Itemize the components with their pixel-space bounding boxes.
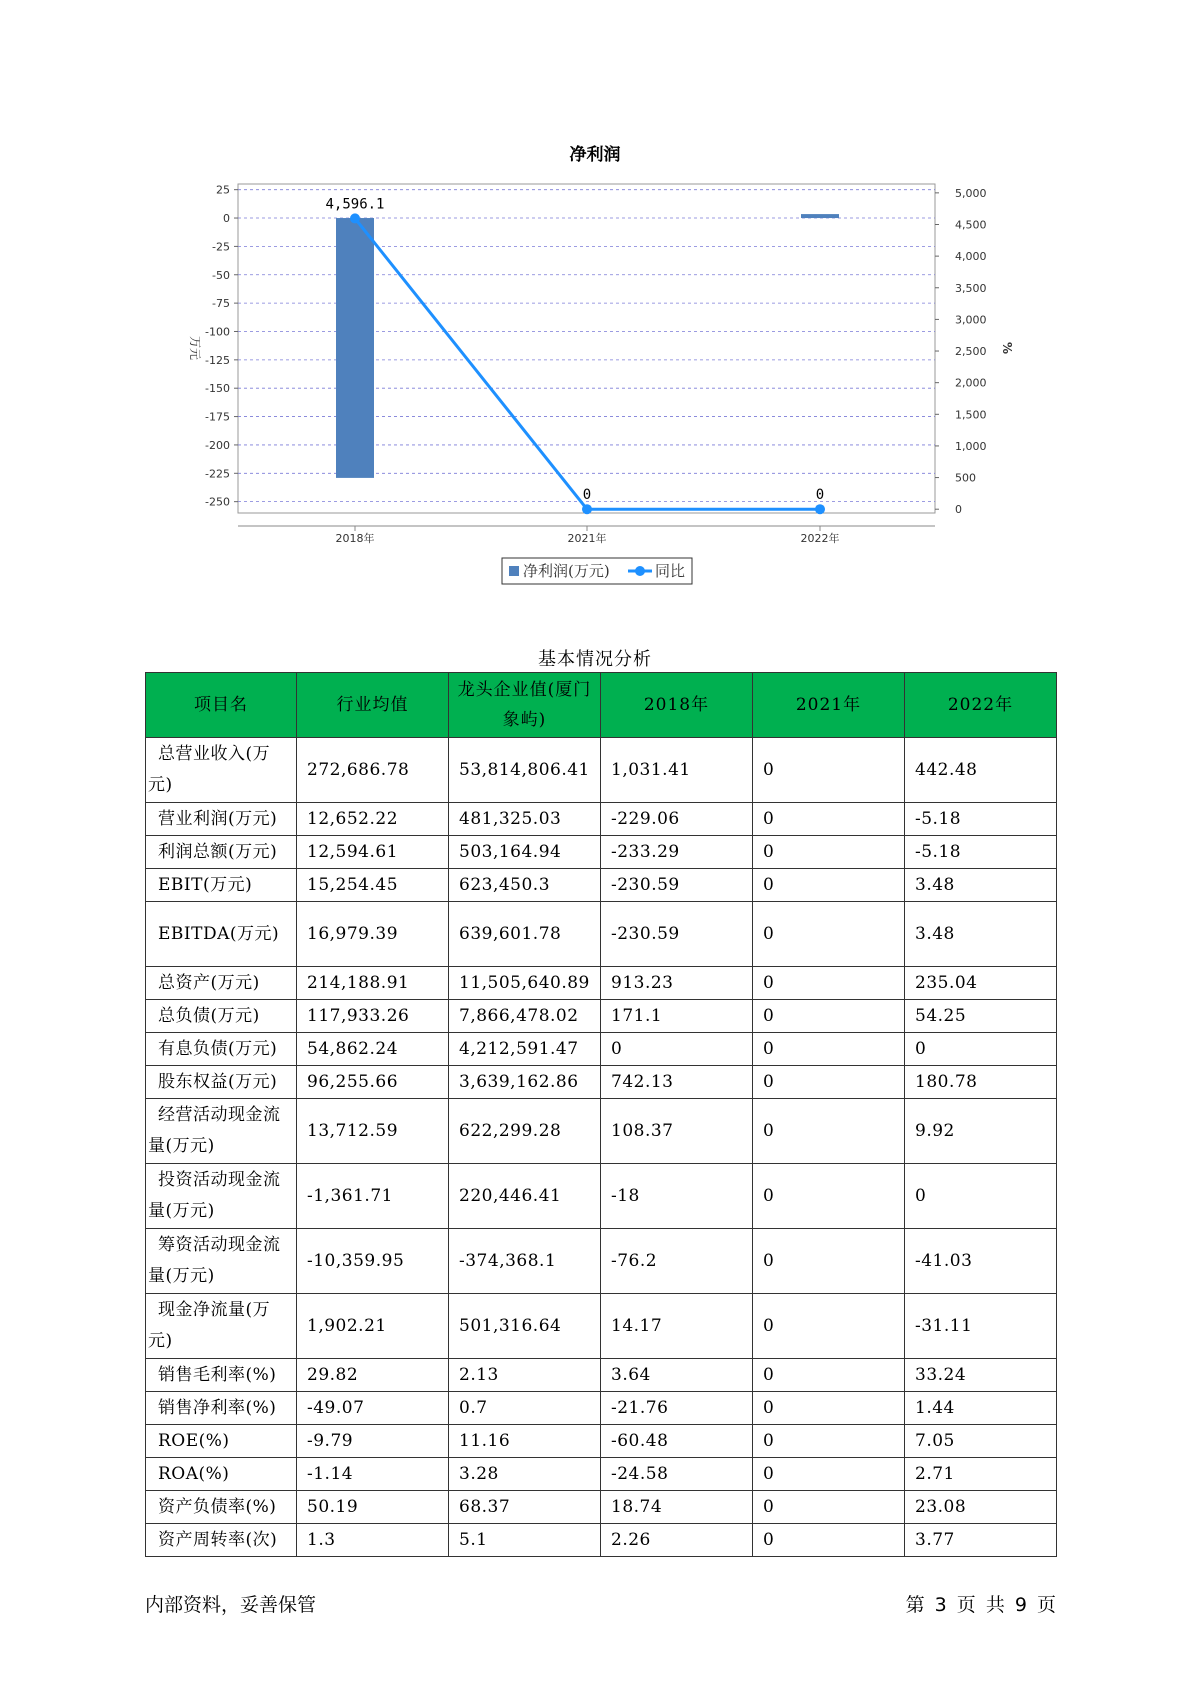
table-cell: -18	[601, 1164, 753, 1229]
y2-tick-label: 1,500	[955, 408, 987, 422]
table-cell: 0	[753, 1294, 905, 1359]
table-cell: 1.44	[905, 1392, 1057, 1425]
column-header: 龙头企业值(厦门象屿)	[449, 673, 601, 738]
row-label: 资产周转率(次)	[146, 1524, 297, 1557]
y-tick-label: -200	[205, 438, 230, 452]
table-cell: 7.05	[905, 1425, 1057, 1458]
table-cell: 501,316.64	[449, 1294, 601, 1359]
table-row	[146, 1458, 1057, 1491]
y-axis-title: 万元	[188, 335, 202, 361]
table-row	[146, 1491, 1057, 1524]
table-cell: 96,255.66	[297, 1066, 449, 1099]
y-tick-label: -150	[205, 382, 230, 396]
x-tick-label: 2022年	[800, 532, 840, 545]
table-row	[146, 836, 1057, 869]
table-cell: 33.24	[905, 1359, 1057, 1392]
y-tick-label: -75	[212, 297, 230, 311]
table-cell: 11.16	[449, 1425, 601, 1458]
yoy-point	[815, 504, 825, 514]
table-cell: -5.18	[905, 803, 1057, 836]
table-cell: -49.07	[297, 1392, 449, 1425]
table-cell: 742.13	[601, 1066, 753, 1099]
column-header: 2021年	[753, 673, 905, 738]
table-cell: 0	[753, 1425, 905, 1458]
legend-bar-swatch	[509, 566, 519, 576]
table-cell: 0	[753, 1359, 905, 1392]
table-cell: 0	[753, 836, 905, 869]
table-cell: 0	[753, 1000, 905, 1033]
table-cell: 0	[753, 1524, 905, 1557]
table-cell: 0	[753, 738, 905, 803]
column-header: 行业均值	[297, 673, 449, 738]
x-tick-label: 2018年	[335, 532, 375, 545]
table-row	[146, 803, 1057, 836]
y2-tick-label: 5,000	[955, 186, 987, 200]
table-row	[146, 1033, 1057, 1066]
table-cell: 3.77	[905, 1524, 1057, 1557]
table-cell: 214,188.91	[297, 967, 449, 1000]
table-cell: 3.48	[905, 902, 1057, 967]
y2-tick-label: 4,500	[955, 218, 987, 232]
table-cell: -41.03	[905, 1229, 1057, 1294]
table-cell: 442.48	[905, 738, 1057, 803]
table-cell: 0.7	[449, 1392, 601, 1425]
y2-axis-title: %	[1000, 341, 1014, 355]
table-cell: 0	[753, 1458, 905, 1491]
table-cell: 481,325.03	[449, 803, 601, 836]
table-row	[146, 1229, 1057, 1294]
table-cell: 14.17	[601, 1294, 753, 1359]
table-cell: -21.76	[601, 1392, 753, 1425]
y2-tick-label: 0	[955, 503, 962, 517]
table-cell: 0	[753, 1066, 905, 1099]
y-tick-label: -25	[212, 240, 230, 254]
row-label: 销售净利率(%)	[146, 1392, 297, 1425]
y2-tick-label: 500	[955, 471, 976, 485]
column-header: 2018年	[601, 673, 753, 738]
x-tick-label: 2021年	[567, 532, 607, 545]
row-label: EBITDA(万元)	[146, 902, 297, 967]
table-cell: 11,505,640.89	[449, 967, 601, 1000]
table-cell: 5.1	[449, 1524, 601, 1557]
table-cell: -9.79	[297, 1425, 449, 1458]
table-cell: 3,639,162.86	[449, 1066, 601, 1099]
y-tick-label: 25	[216, 183, 230, 197]
table-cell: 0	[753, 803, 905, 836]
y-tick-label: -125	[205, 353, 230, 367]
table-cell: 23.08	[905, 1491, 1057, 1524]
table-cell: -374,368.1	[449, 1229, 601, 1294]
table-row	[146, 1000, 1057, 1033]
y2-tick-label: 3,000	[955, 313, 987, 327]
table-cell: 15,254.45	[297, 869, 449, 902]
table-row	[146, 1392, 1057, 1425]
y2-tick-label: 1,000	[955, 439, 987, 453]
table-row	[146, 869, 1057, 902]
row-label: 现金净流量(万元)	[146, 1294, 297, 1359]
data-label: 0	[815, 487, 825, 504]
table-cell: -233.29	[601, 836, 753, 869]
y-tick-label: -225	[205, 467, 230, 481]
y-tick-label: -250	[205, 495, 230, 509]
row-label: ROE(%)	[146, 1425, 297, 1458]
row-label: ROA(%)	[146, 1458, 297, 1491]
table-cell: 12,594.61	[297, 836, 449, 869]
table-cell: 3.48	[905, 869, 1057, 902]
bar	[336, 218, 374, 478]
y2-tick-label: 2,000	[955, 376, 987, 390]
y-tick-label: -100	[205, 325, 230, 339]
table-cell: 50.19	[297, 1491, 449, 1524]
table-cell: 235.04	[905, 967, 1057, 1000]
basic-analysis-table	[145, 672, 1057, 1557]
table-row	[146, 1524, 1057, 1557]
table-cell: 0	[753, 967, 905, 1000]
table-cell: 272,686.78	[297, 738, 449, 803]
table-row	[146, 1425, 1057, 1458]
table-cell: -5.18	[905, 836, 1057, 869]
row-label: 投资活动现金流量(万元)	[146, 1164, 297, 1229]
table-cell: 3.64	[601, 1359, 753, 1392]
table-cell: 503,164.94	[449, 836, 601, 869]
y-tick-label: -50	[212, 268, 230, 282]
chart-canvas	[0, 0, 1191, 600]
y2-tick-label: 2,500	[955, 345, 987, 359]
row-label: 营业利润(万元)	[146, 803, 297, 836]
chart-title: 净利润	[569, 145, 621, 165]
y-tick-label: 0	[223, 212, 230, 226]
row-label: 筹资活动现金流量(万元)	[146, 1229, 297, 1294]
table-row	[146, 1359, 1057, 1392]
table-cell: 0	[753, 1392, 905, 1425]
row-label: 总资产(万元)	[146, 967, 297, 1000]
table-cell: 0	[753, 1033, 905, 1066]
table-cell: -10,359.95	[297, 1229, 449, 1294]
table-cell: 117,933.26	[297, 1000, 449, 1033]
legend-line-marker	[635, 566, 645, 576]
table-cell: 0	[601, 1033, 753, 1066]
row-label: 销售毛利率(%)	[146, 1359, 297, 1392]
table-cell: 171.1	[601, 1000, 753, 1033]
table-cell: 54,862.24	[297, 1033, 449, 1066]
data-label: 0	[582, 487, 592, 504]
row-label: 有息负债(万元)	[146, 1033, 297, 1066]
net-profit-chart	[0, 0, 1191, 600]
column-header: 2022年	[905, 673, 1057, 738]
table-cell: 54.25	[905, 1000, 1057, 1033]
yoy-point	[582, 504, 592, 514]
table-cell: 29.82	[297, 1359, 449, 1392]
table-cell: 0	[753, 1229, 905, 1294]
table-cell: 180.78	[905, 1066, 1057, 1099]
row-label: EBIT(万元)	[146, 869, 297, 902]
table-cell: 9.92	[905, 1099, 1057, 1164]
table-cell: 7,866,478.02	[449, 1000, 601, 1033]
table-cell: 1,902.21	[297, 1294, 449, 1359]
legend-line-label: 同比	[655, 562, 686, 580]
table-cell: -230.59	[601, 869, 753, 902]
table-cell: 0	[905, 1033, 1057, 1066]
table-cell: -230.59	[601, 902, 753, 967]
table-cell: 0	[753, 1491, 905, 1524]
table-cell: -1,361.71	[297, 1164, 449, 1229]
table-cell: 1,031.41	[601, 738, 753, 803]
table-cell: 0	[753, 1099, 905, 1164]
table-header-row	[146, 673, 1057, 738]
table-cell: -229.06	[601, 803, 753, 836]
table-cell: 0	[753, 902, 905, 967]
table-cell: 0	[753, 1164, 905, 1229]
row-label: 总营业收入(万元)	[146, 738, 297, 803]
table-cell: 68.37	[449, 1491, 601, 1524]
table-cell: 0	[753, 869, 905, 902]
bar	[801, 214, 839, 218]
table-cell: 4,212,591.47	[449, 1033, 601, 1066]
table-cell: -1.14	[297, 1458, 449, 1491]
table-cell: 2.71	[905, 1458, 1057, 1491]
table-cell: 0	[905, 1164, 1057, 1229]
table-cell: -24.58	[601, 1458, 753, 1491]
table-row	[146, 967, 1057, 1000]
column-header: 项目名	[146, 673, 297, 738]
table-row	[146, 1164, 1057, 1229]
table-cell: -60.48	[601, 1425, 753, 1458]
table-cell: 913.23	[601, 967, 753, 1000]
table-cell: 2.26	[601, 1524, 753, 1557]
table-cell: -31.11	[905, 1294, 1057, 1359]
table-cell: 2.13	[449, 1359, 601, 1392]
table-cell: 18.74	[601, 1491, 753, 1524]
y2-tick-label: 4,000	[955, 250, 987, 264]
footer-confidential-note: 内部资料，妥善保管	[145, 1594, 317, 1616]
table-row	[146, 902, 1057, 967]
table-row	[146, 738, 1057, 803]
table-row	[146, 1066, 1057, 1099]
table-cell: 16,979.39	[297, 902, 449, 967]
table-cell: 623,450.3	[449, 869, 601, 902]
data-label: 4,596.1	[325, 196, 385, 213]
table-caption: 基本情况分析	[538, 649, 652, 670]
legend-bar-label: 净利润(万元)	[523, 562, 610, 580]
table-cell: 639,601.78	[449, 902, 601, 967]
table-cell: 3.28	[449, 1458, 601, 1491]
table-row	[146, 1294, 1057, 1359]
footer-page-number: 第 3 页 共 9 页	[905, 1594, 1056, 1616]
table-cell: 108.37	[601, 1099, 753, 1164]
table-cell: 12,652.22	[297, 803, 449, 836]
row-label: 总负债(万元)	[146, 1000, 297, 1033]
row-label: 资产负债率(%)	[146, 1491, 297, 1524]
table-cell: 220,446.41	[449, 1164, 601, 1229]
yoy-point	[350, 213, 360, 223]
row-label: 股东权益(万元)	[146, 1066, 297, 1099]
table-cell: 1.3	[297, 1524, 449, 1557]
row-label: 利润总额(万元)	[146, 836, 297, 869]
y2-tick-label: 3,500	[955, 281, 987, 295]
table-cell: 53,814,806.41	[449, 738, 601, 803]
table-cell: 622,299.28	[449, 1099, 601, 1164]
row-label: 经营活动现金流量(万元)	[146, 1099, 297, 1164]
table-cell: 13,712.59	[297, 1099, 449, 1164]
y-tick-label: -175	[205, 410, 230, 424]
table-cell: -76.2	[601, 1229, 753, 1294]
table-row	[146, 1099, 1057, 1164]
